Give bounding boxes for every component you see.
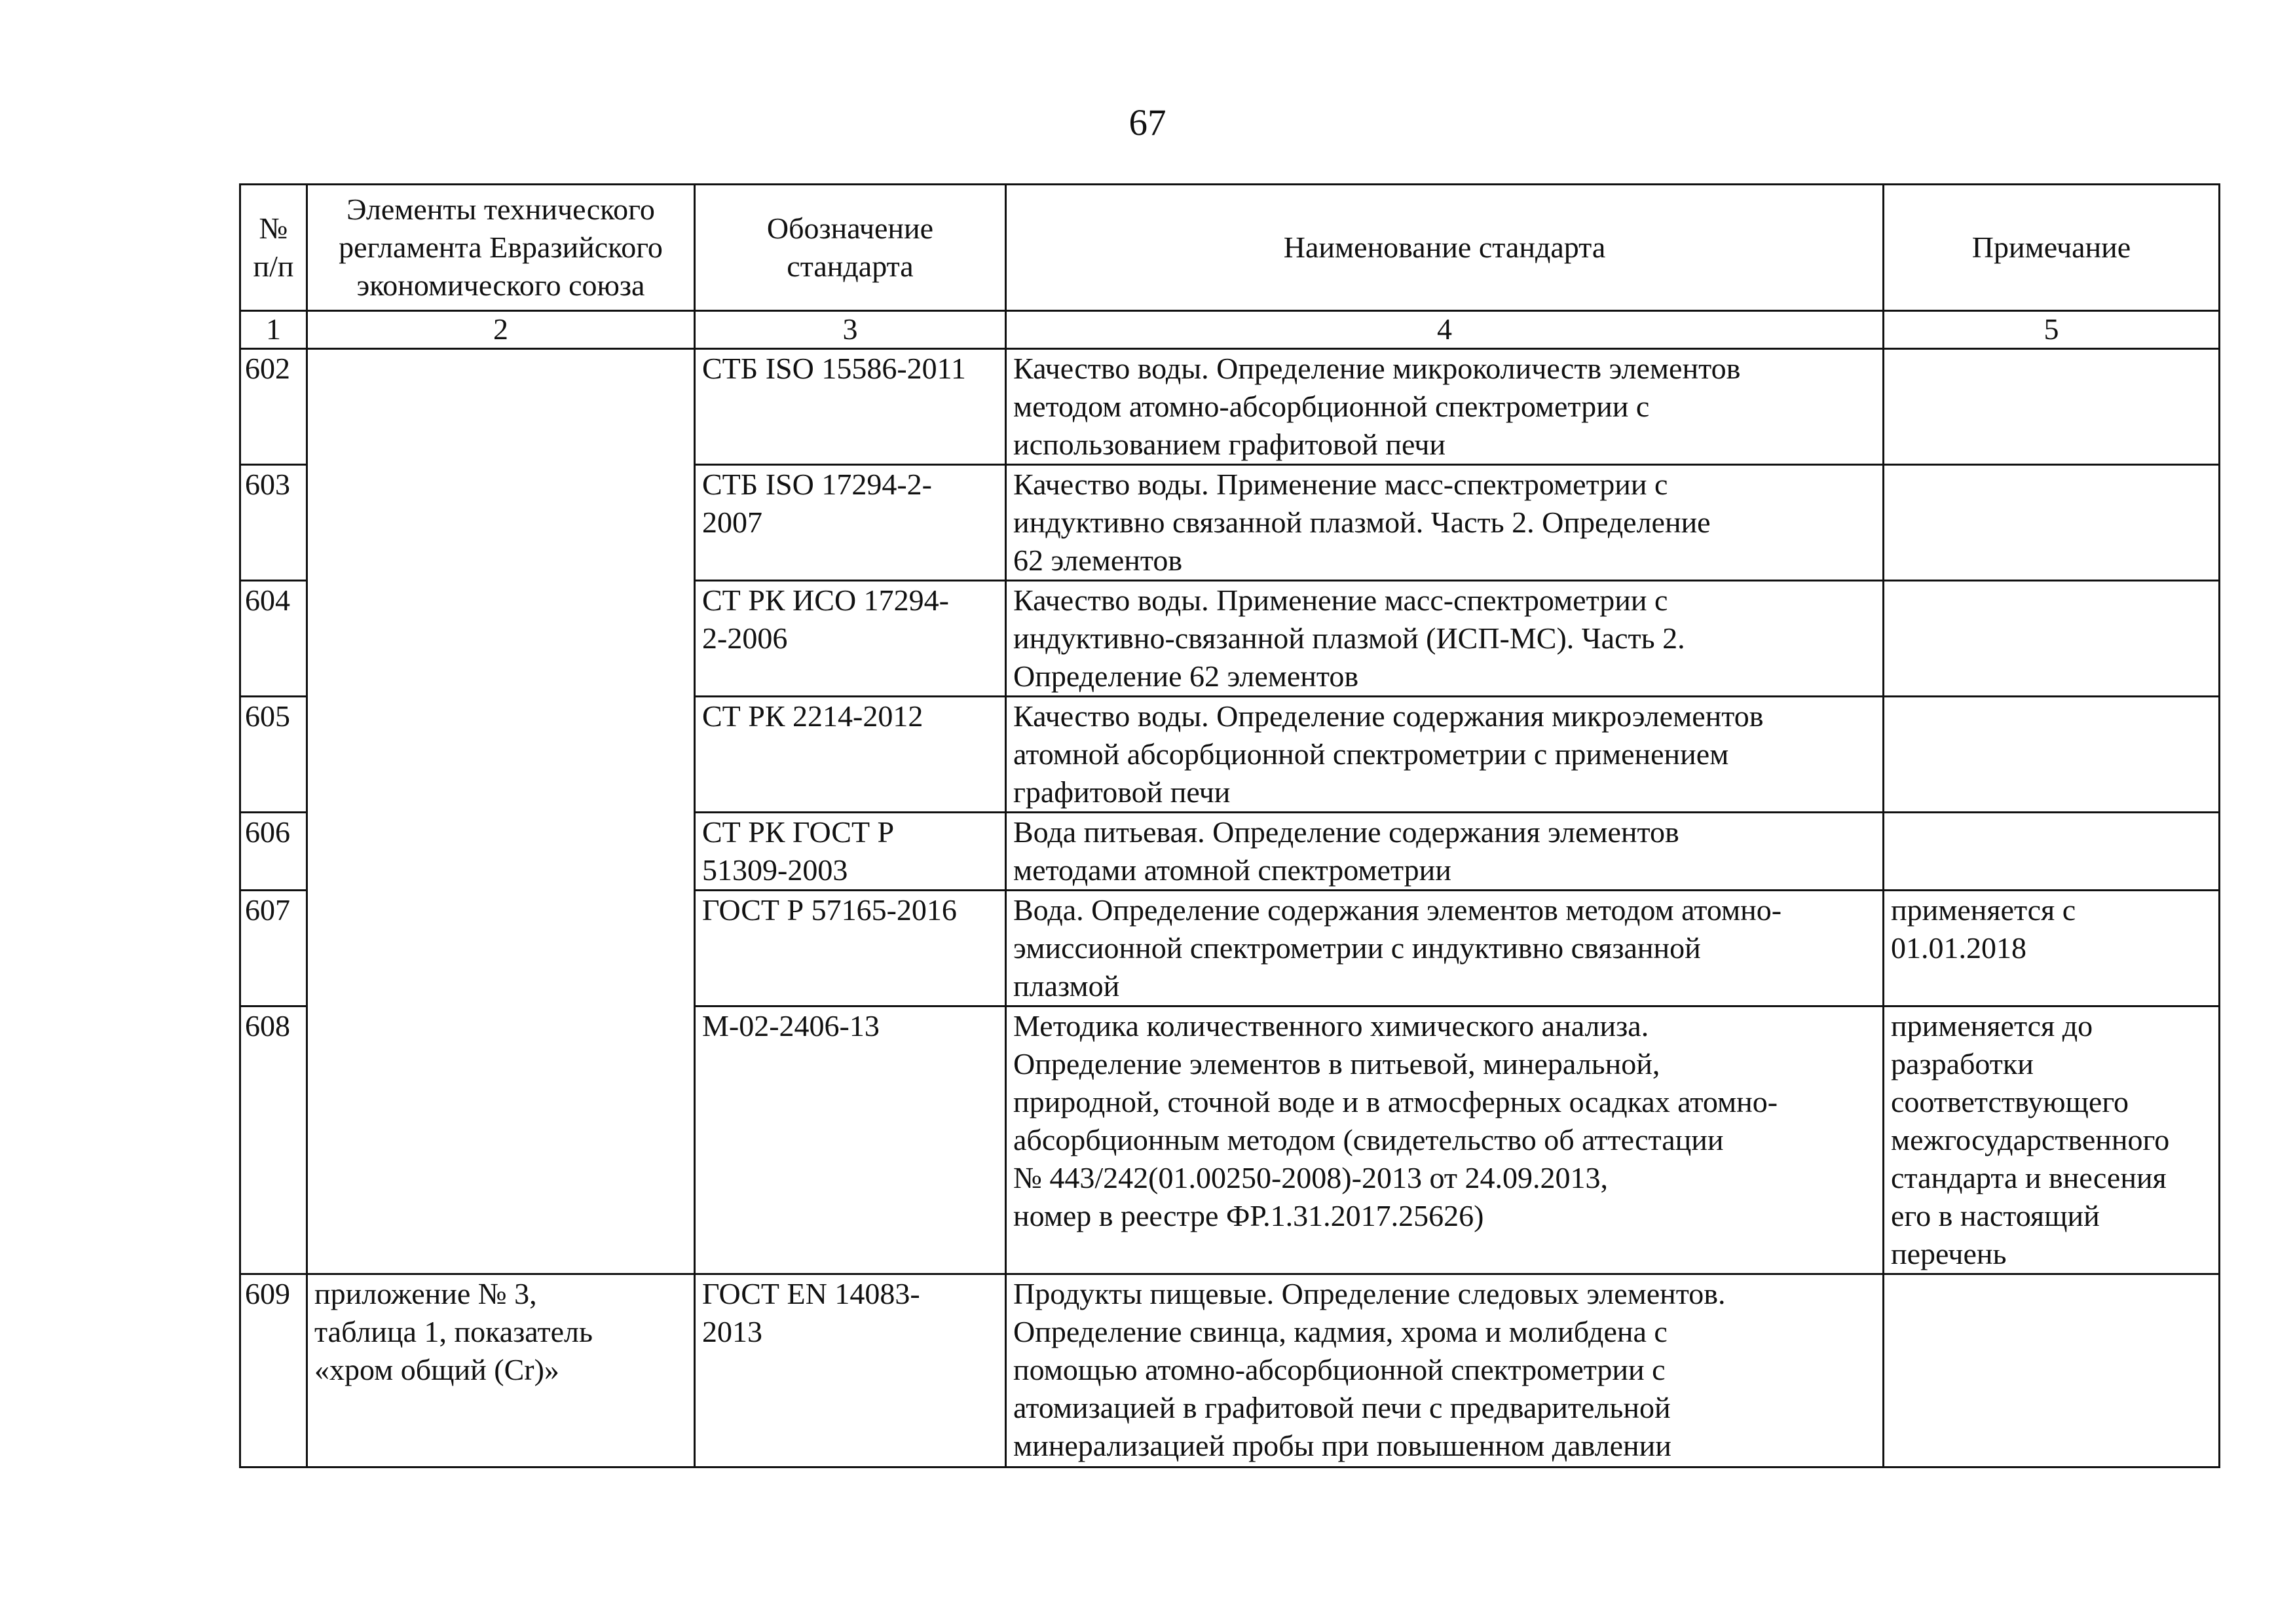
- row-designation: СТ РК ГОСТ Р 51309-2003: [695, 813, 1006, 891]
- row-note: [1884, 581, 2220, 697]
- row-number: 609: [240, 1274, 307, 1467]
- column-number: 1: [240, 311, 307, 349]
- column-number: 2: [307, 311, 695, 349]
- row-element: [307, 1006, 695, 1274]
- standards-table: [239, 183, 2220, 1468]
- table-row: [240, 813, 2220, 891]
- column-number: 3: [695, 311, 1006, 349]
- row-number: 604: [240, 581, 307, 697]
- row-element: [307, 465, 695, 581]
- header-designation: Обозначение стандарта: [695, 185, 1006, 311]
- row-note: [1884, 697, 2220, 813]
- row-element: [307, 581, 695, 697]
- row-number: 606: [240, 813, 307, 891]
- row-standard-name: Вода. Определение содержания элементов методом атомно- эмиссионной спектрометрии с индуктивно связанной плазмой: [1006, 891, 1884, 1006]
- row-standard-name: Продукты пищевые. Определение следовых элементов. Определение свинца, кадмия, хрома и молибдена с помощью атомно-абсорбционной спектрометрии с атомизацией в графитовой печи с предварительной минерализацией пробы при повышенном давлении: [1006, 1274, 1884, 1467]
- row-note: [1884, 1274, 2220, 1467]
- row-element: [307, 697, 695, 813]
- row-number: 603: [240, 465, 307, 581]
- table-row: [240, 581, 2220, 697]
- table-row: [240, 349, 2220, 465]
- row-standard-name: Качество воды. Применение масс-спектрометрии с индуктивно-связанной плазмой (ИСП-МС). Часть 2. Определение 62 элементов: [1006, 581, 1884, 697]
- column-number-row: [240, 311, 2220, 349]
- row-designation: СТ РК ИСО 17294- 2-2006: [695, 581, 1006, 697]
- page-number: 67: [1129, 102, 1166, 143]
- header-name: Наименование стандарта: [1006, 185, 1884, 311]
- row-standard-name: Качество воды. Определение микроколичеств элементов методом атомно-абсорбционной спектрометрии с использованием графитовой печи: [1006, 349, 1884, 465]
- row-note: применяется с 01.01.2018: [1884, 891, 2220, 1006]
- column-number: 4: [1006, 311, 1884, 349]
- table-row: [240, 697, 2220, 813]
- row-note: [1884, 465, 2220, 581]
- header-elements: Элементы технического регламента Евразийского экономического союза: [307, 185, 695, 311]
- row-note: применяется до разработки соответствующего межгосударственного стандарта и внесения его в настоящий перечень: [1884, 1006, 2220, 1274]
- row-designation: ГОСТ EN 14083- 2013: [695, 1274, 1006, 1467]
- row-number: 605: [240, 697, 307, 813]
- row-designation: СТ РК 2214-2012: [695, 697, 1006, 813]
- table-row: [240, 465, 2220, 581]
- table-row: [240, 1006, 2220, 1274]
- header-note: Примечание: [1884, 185, 2220, 311]
- row-number: 608: [240, 1006, 307, 1274]
- header-row: [240, 185, 2220, 311]
- row-number: 607: [240, 891, 307, 1006]
- row-number: 602: [240, 349, 307, 465]
- row-note: [1884, 349, 2220, 465]
- row-standard-name: Вода питьевая. Определение содержания элементов методами атомной спектрометрии: [1006, 813, 1884, 891]
- table-row: [240, 891, 2220, 1006]
- row-designation: СТБ ISO 15586-2011: [695, 349, 1006, 465]
- row-element: [307, 349, 695, 465]
- row-element: приложение № 3, таблица 1, показатель «хром общий (Cr)»: [307, 1274, 695, 1467]
- header-num: № п/п: [240, 185, 307, 311]
- row-standard-name: Качество воды. Определение содержания микроэлементов атомной абсорбционной спектрометрии с применением графитовой печи: [1006, 697, 1884, 813]
- row-designation: СТБ ISO 17294-2- 2007: [695, 465, 1006, 581]
- row-designation: ГОСТ Р 57165-2016: [695, 891, 1006, 1006]
- row-standard-name: Качество воды. Применение масс-спектрометрии с индуктивно связанной плазмой. Часть 2. Определение 62 элементов: [1006, 465, 1884, 581]
- table-row: [240, 1274, 2220, 1467]
- column-number: 5: [1884, 311, 2220, 349]
- row-designation: М-02-2406-13: [695, 1006, 1006, 1274]
- row-standard-name: Методика количественного химического анализа. Определение элементов в питьевой, минеральной, природной, сточной воде и в атмосферных осадках атомно- абсорбционным методом (свидетельство об аттестации № 443/242(01.00250-2008)-2013 от 24.09.2013, номер в реестре ФР.1.31.2017.25626): [1006, 1006, 1884, 1274]
- row-note: [1884, 813, 2220, 891]
- row-element: [307, 813, 695, 891]
- row-element: [307, 891, 695, 1006]
